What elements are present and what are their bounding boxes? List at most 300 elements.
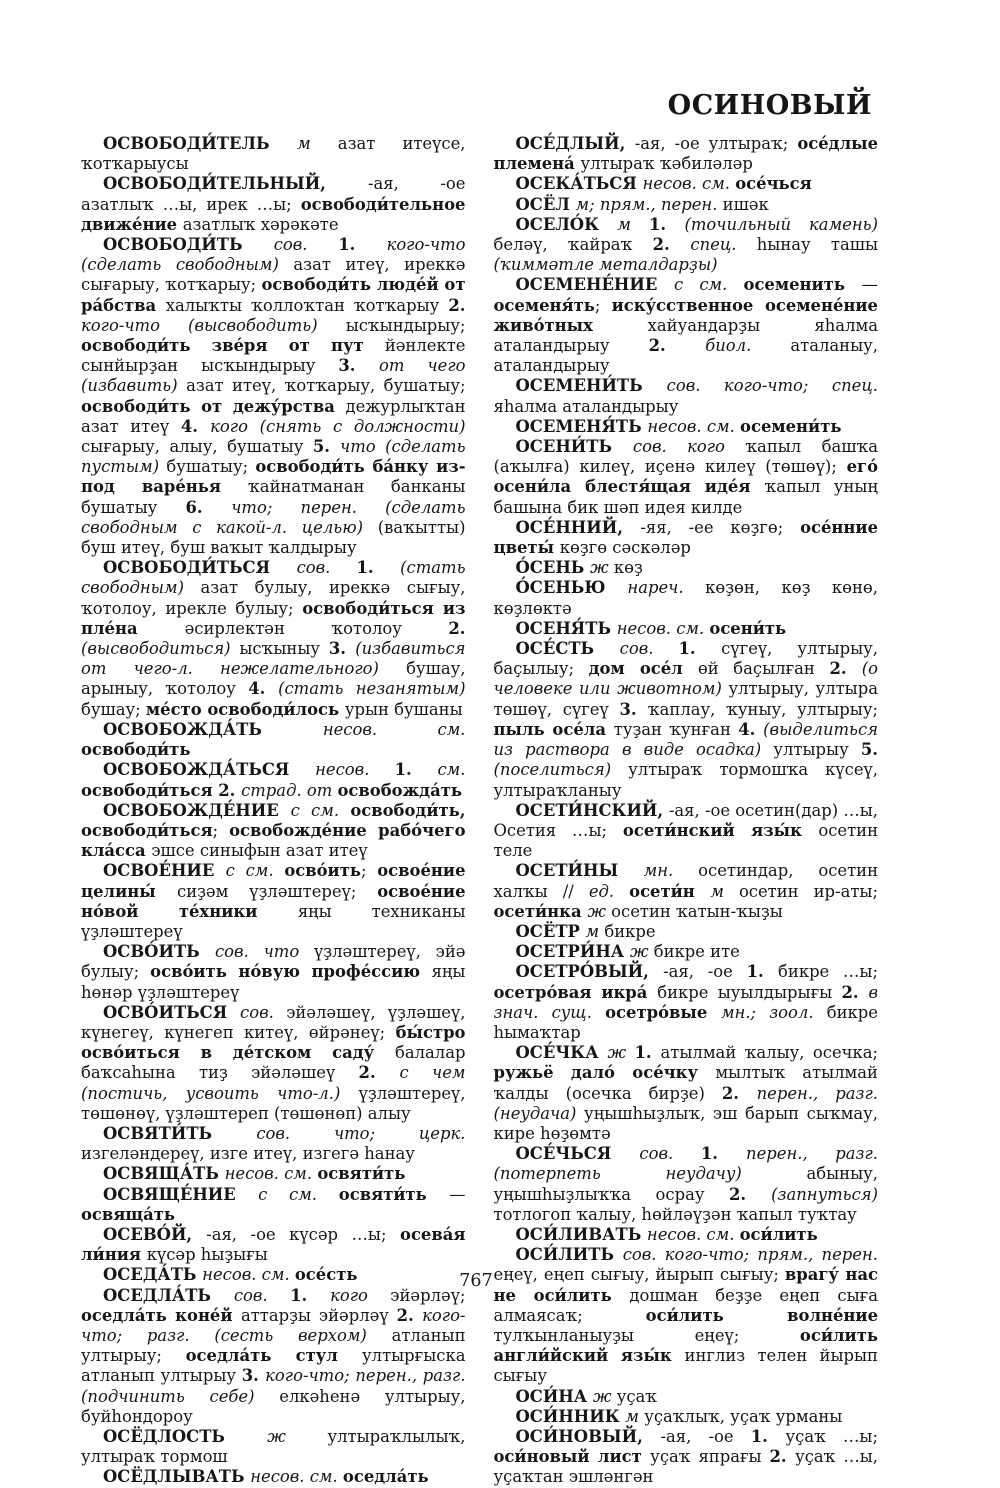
headword: ОСЕВО́Й,	[103, 1224, 207, 1244]
entry-text: освобожда́ть	[337, 780, 462, 800]
entry-text: аттарҙы эйәрләү	[240, 1305, 397, 1325]
headword: ОСЕТРИ́НА	[515, 942, 630, 962]
entry-text: бикре һымаҡтар	[493, 1002, 878, 1042]
dictionary-entry	[494, 1387, 879, 1407]
headword: ОСИ́НА	[515, 1386, 593, 1406]
entry-text: уңышһыҙлыҡ, эш барып сыҡмау, кире һөҙөмтә	[493, 1103, 879, 1143]
entry-text: осеменить	[743, 275, 862, 295]
entry-text: с чем (постичь, усвоить что-л.)	[81, 1063, 466, 1103]
entry-text: ;	[594, 295, 612, 315]
entry-text: несов. см.	[322, 719, 466, 739]
dictionary-entry	[81, 801, 466, 862]
entry-text: яңы техниканы үҙләштереү	[81, 901, 466, 941]
entry-text: осетро́вые	[605, 1002, 721, 1022]
entry-text: азатлыҡ хәрәкәте	[182, 214, 339, 234]
entry-text: оседла́ть стул	[185, 1346, 363, 1366]
entry-text: балалар баҡсаһына тиҙ эйәләшеү	[81, 1043, 466, 1083]
entry-text: 3.	[241, 1366, 266, 1386]
entry-text: осетин теле	[493, 820, 879, 861]
entry-text: кого	[330, 1285, 391, 1305]
entry-text: бушау;	[81, 699, 146, 719]
entry-text: туҙан ҡунған	[613, 719, 739, 739]
entry-text: кого-что (высвободить)	[81, 315, 346, 335]
dictionary-entry	[494, 195, 879, 215]
entry-text: 2.	[652, 235, 691, 255]
entry-text: эшсе синыфын азат итеү	[151, 841, 368, 861]
entry-text: сығарыу, алыу, бушатыу	[81, 437, 313, 457]
entry-text: ысҡындырыу;	[345, 315, 466, 335]
entry-text: хайуандарҙы яһалма аталандырыу	[493, 315, 879, 356]
headword: ОСЕТИ́НСКИЙ,	[515, 800, 669, 820]
entry-text: ҡаплау, ҡуныу, ултырыу;	[647, 699, 878, 719]
entry-text: пыль осе́ла	[493, 719, 614, 739]
dictionary-entry	[494, 1427, 879, 1488]
dictionary-entry	[81, 558, 466, 720]
entry-text: 2.	[358, 1063, 400, 1083]
entry-text: м; прям., перен.	[575, 194, 723, 214]
entry-text: 2.	[829, 659, 862, 679]
entry-text: кого-что; разг. (сесть верхом)	[81, 1305, 466, 1345]
entry-text: уҫаҡ	[616, 1386, 658, 1406]
headword: ОСВОБОЖДА́ТЬ	[103, 719, 323, 739]
entry-text: осети́нка	[493, 901, 588, 921]
headword: ОСЁЛ	[515, 194, 576, 214]
entry-text: -яя, -ее көҙгө;	[640, 517, 801, 537]
entry-text: оси́лить	[739, 1224, 818, 1244]
entry-text: бикре ыуылдырығы	[657, 982, 842, 1002]
entry-text: м	[585, 921, 605, 941]
entry-text: —	[861, 275, 878, 295]
entry-text: ултыраҡ ҡәбиләләр	[580, 154, 753, 174]
entry-text: изгеләндереү, изге итеү, изгегә һанау	[81, 1144, 415, 1164]
dictionary-entry	[81, 1124, 466, 1164]
entry-text: ишәк	[722, 194, 769, 214]
entry-text: азат итеүсе, ҡотҡарыусы	[81, 134, 466, 174]
entry-text: кого (снять с должности)	[210, 416, 466, 436]
entry-text: азат итеү, ҡотҡарыу, бушатыу;	[186, 376, 466, 396]
headword: ОСЕМЕНЯ́ТЬ	[515, 416, 648, 436]
entry-text: 1.	[648, 214, 685, 234]
entry-text: с см.	[290, 800, 351, 820]
dictionary-entry	[494, 639, 879, 801]
entry-text: дежурлыҡтан азат итеү	[81, 396, 466, 436]
entry-text: м	[625, 1406, 645, 1426]
entry-text: (ҡиммәтле металдарҙы)	[493, 255, 718, 275]
entry-text: көҙ	[613, 558, 643, 578]
entry-text: (выделиться из раствора в виде осадка)	[493, 719, 879, 760]
entry-text: мн.; зоол.	[720, 1002, 827, 1022]
entry-text: ж	[590, 558, 614, 578]
headword: ОСЕ́ДЛЫЙ,	[515, 134, 635, 153]
entry-text: 4.	[180, 416, 211, 436]
headword: ОСВЯТИ́ТЬ	[103, 1123, 257, 1143]
entry-text: освое́ние целины́	[81, 861, 466, 901]
headword: ОСВОБОДИ́ТЕЛЬНЫЙ,	[103, 174, 368, 194]
entry-text: освободи́ть от дежу́рства	[81, 396, 346, 416]
dictionary-entry	[81, 942, 466, 1003]
entry-text: ружьё дало́ осе́чку	[493, 1063, 716, 1083]
entry-text: бушатыу;	[166, 457, 256, 477]
entry-text: освободи́ть, освободи́ться	[81, 800, 466, 840]
entry-text: осе́чься	[735, 174, 812, 194]
entry-text: урын бушаны	[344, 699, 463, 719]
entry-text: (стать незанятым)	[278, 679, 466, 699]
entry-text: яһалма аталандырыу	[493, 396, 679, 416]
entry-text: тотлогоп ҡалыу, һөйләүҙән ҡапыл туҡтау	[493, 1204, 857, 1224]
headword: ОСЕЛО́К	[515, 214, 618, 234]
dictionary-entry	[81, 1225, 466, 1265]
entry-text: (стать свободным)	[81, 558, 466, 598]
entry-text: 1.	[290, 1285, 331, 1305]
entry-text: бикре	[604, 921, 656, 941]
dictionary-entry	[494, 922, 879, 942]
entry-text: көҙгө сәскәләр	[559, 538, 691, 558]
entry-text: несов. см.	[647, 416, 741, 436]
entry-text: уҫаҡ …ы, уҫаҡтан эшләнгән	[493, 1447, 878, 1487]
entry-text: осетин ир-аты;	[738, 881, 878, 901]
entry-text: осво́ить но́вую профе́ссию	[150, 962, 432, 982]
entry-text: осети́нский язы́к	[622, 820, 819, 840]
headword: ОСЕ́ЧКА	[515, 1043, 608, 1063]
entry-text: ;	[212, 820, 230, 840]
headword: ОСВОБОЖДА́ТЬСЯ	[103, 760, 316, 780]
entry-text: кого-что (сделать свободным)	[81, 235, 466, 275]
entry-text: ҡайнатманан банканы бушатыу	[81, 477, 466, 517]
headword: ОСЁДЛЫВАТЬ	[103, 1467, 251, 1487]
entry-text: атланып ултырыу;	[81, 1325, 466, 1366]
entry-text: от чего (избавить)	[81, 356, 466, 396]
entry-text: ултырғыска атланып ултырыу	[81, 1346, 466, 1386]
entry-text: м	[617, 214, 649, 234]
dictionary-entry	[494, 962, 879, 1043]
entry-text: осетиндар, осетин халҡы //	[493, 861, 879, 901]
entry-text: -ая, -ое	[660, 1427, 751, 1446]
entry-text: освободи́ть люде́й от ра́бства	[81, 275, 466, 315]
entry-text: 1.	[700, 1144, 747, 1164]
entry-text: несов. см.	[642, 174, 736, 194]
entry-text: абыныу, уңышһыҙлыҡҡа осрау	[493, 1164, 878, 1204]
entry-text: сов. кого	[632, 437, 746, 457]
entry-text: осво́ить	[284, 861, 361, 881]
entry-text: биол.	[705, 336, 791, 356]
dictionary-entry	[494, 558, 879, 578]
headword: ОСВО́ИТЬ	[103, 942, 215, 962]
entry-text: ме́сто освободи́лось	[145, 699, 345, 719]
headword: ОСВЯЩЕ́НИЕ	[103, 1184, 259, 1204]
headword: ОСЕМЕНЕ́НИЕ	[515, 275, 675, 295]
entry-text: —	[449, 1184, 466, 1204]
entry-text: сов. кого-что; спец.	[666, 376, 878, 396]
headword: ОСЕ́СТЬ	[515, 639, 620, 659]
headword: ОСЕ́ННИЙ,	[515, 517, 641, 537]
entry-text: халыҡты ҡоллоҡтан ҡотҡарыу	[165, 295, 449, 315]
entry-text: -ая, -ое азатлыҡ …ы, ирек …ы;	[81, 174, 466, 214]
dictionary-entry	[494, 1225, 879, 1245]
entry-text: в знач. сущ.	[493, 982, 878, 1022]
entry-text: ед.	[588, 881, 630, 901]
entry-text: сов. что	[214, 942, 315, 962]
entry-text: 4.	[248, 679, 279, 699]
headword: ОСЕНИ́ТЬ	[515, 437, 633, 457]
headword: ОСВОБОЖДЕ́НИЕ	[103, 800, 291, 820]
headword: ОСИ́ЛИТЬ	[515, 1245, 623, 1265]
entry-text: страд. от	[241, 780, 338, 800]
entry-text: ҡапыл уның башына бик шәп идея килде	[493, 477, 878, 517]
entry-text: сүгеү, ултырыу, баҫылыу;	[493, 639, 878, 679]
headword: ОСЕТИ́НЫ	[515, 861, 644, 881]
dictionary-entry	[494, 376, 879, 416]
entry-text: см.	[437, 760, 466, 780]
entry-text: освое́ние но́вой те́хники	[81, 881, 466, 921]
entry-text: -ая, -ое ултыраҡ;	[634, 134, 798, 153]
entry-text: 2.	[721, 1083, 757, 1103]
entry-text: еңеү, еңеп сығыу, йырып сығыу;	[493, 1265, 785, 1285]
entry-text: бушау, арыныу, ҡотолоу	[81, 659, 466, 699]
entry-text: 6.	[185, 497, 232, 517]
entry-text: 5.	[860, 740, 878, 760]
headword: ОСЕКА́ТЬСЯ	[515, 174, 643, 194]
entry-text: спец.	[690, 235, 757, 255]
entry-text: перен., разг. (неудача)	[493, 1083, 878, 1123]
dictionary-entry	[494, 417, 879, 437]
entry-text: дошман беҙҙе еңеп сыға алмаясаҡ;	[493, 1285, 878, 1325]
entry-text: с см.	[258, 1184, 339, 1204]
entry-text: его́ осени́ла блестя́щая иде́я	[493, 457, 878, 497]
entry-text: 1.	[356, 558, 401, 578]
entry-text: с см.	[225, 861, 285, 881]
headword: ОСЁТР	[515, 921, 586, 941]
entry-text: 1.	[678, 639, 722, 659]
entry-text: освободи́ть зве́ря от пут	[81, 336, 385, 356]
entry-text: (точильный камень)	[684, 214, 878, 234]
headword: ОСВОБОДИ́ТЬ	[103, 235, 274, 255]
entry-text: освободи́ться из пле́на	[81, 598, 466, 638]
running-head: ОСИНОВЫЙ	[667, 90, 872, 121]
entry-text: несов. см.	[202, 1265, 295, 1285]
entry-text: сов.	[639, 1144, 701, 1164]
dictionary-entry	[494, 1407, 879, 1427]
entry-text: 1.	[750, 1427, 786, 1446]
entry-text: 1.	[338, 235, 387, 255]
entry-text: осе́длые племена́	[493, 134, 878, 174]
entry-text: (поселиться)	[493, 760, 629, 780]
entry-text: көҙөн, көҙ көнө, көҙлөктә	[493, 578, 878, 618]
entry-text: оси́лить англи́йский язы́к	[493, 1325, 878, 1366]
entry-text: азат булыу, иреккә сығыу, ҡотолоу, ирекле булыу;	[81, 578, 466, 618]
dictionary-entry	[81, 1003, 466, 1124]
entry-text: мылтыҡ атылмай ҡалды (осечка бирҙе)	[493, 1063, 878, 1103]
entry-text: осени́ть	[709, 618, 787, 638]
entry-text: бикре …ы;	[778, 962, 878, 982]
entry-text: 4.	[738, 719, 764, 739]
entry-text: 2.	[841, 982, 869, 1002]
entry-text: (о человеке или животном)	[493, 659, 878, 699]
entry-text: эйәләшеү, үҙләшеү, күнегеү, күнегеп китеү, өйрәнеү;	[81, 1002, 466, 1042]
entry-text: освобожде́ние рабо́чего кла́сса	[81, 820, 466, 861]
headword: ОСЕТРО́ВЫЙ,	[515, 962, 664, 982]
entry-text: (высвободиться)	[81, 639, 240, 659]
dictionary-entry	[494, 1043, 879, 1144]
entry-text: 1.	[394, 760, 438, 780]
dictionary-entry	[81, 1265, 466, 1285]
entry-text: -ая, -ое осетин(дар) …ы, Осетия …ы;	[493, 800, 878, 840]
dictionary-entry	[81, 1467, 466, 1487]
dictionary-entry	[81, 1164, 466, 1184]
entry-text: сов.	[240, 1002, 287, 1022]
entry-text: һынау ташы	[756, 235, 879, 255]
dictionary-entry	[494, 942, 879, 962]
entry-text: 1.	[746, 962, 779, 982]
dictionary-entry	[494, 619, 879, 639]
entry-text: осе́сть	[294, 1265, 358, 1285]
dictionary-entry	[81, 861, 466, 942]
dictionary-entry	[81, 1427, 466, 1467]
headword: ОСЕМЕНИ́ТЬ	[515, 376, 667, 396]
entry-text: ж	[587, 901, 612, 921]
dictionary-entry	[494, 578, 879, 618]
entry-text: 3.	[328, 639, 356, 659]
headword: ОСИ́ННИК	[515, 1406, 626, 1426]
headword: ОСЁДЛОСТЬ	[103, 1427, 268, 1446]
entry-text: освободи́тельное движе́ние	[81, 194, 466, 234]
entry-text: эйәрләү;	[390, 1285, 466, 1305]
headword: ОСИ́ЛИВАТЬ	[515, 1224, 647, 1244]
dictionary-entry	[494, 1144, 879, 1225]
entry-text: атылмай ҡалыу, осечка;	[660, 1043, 879, 1063]
entry-text: оси́новый лист	[493, 1447, 651, 1467]
dictionary-entry	[81, 1286, 466, 1427]
dictionary-entry	[494, 437, 879, 518]
dictionary-entry	[81, 235, 466, 558]
entry-text: освяти́ть	[338, 1184, 450, 1204]
entry-text: уҫаҡ япрағы	[650, 1447, 770, 1467]
entry-text: 2.	[769, 1447, 796, 1467]
entry-text: 5.	[312, 437, 341, 457]
entry-text: -ая, -ое	[663, 962, 747, 982]
entry-text: 2.	[396, 1305, 423, 1325]
entry-text: осетин ҡатын-ҡыҙы	[611, 901, 783, 921]
dictionary-entry	[494, 215, 879, 276]
entry-text: ;	[360, 861, 378, 881]
entry-text: 1.	[634, 1043, 661, 1063]
entry-text: что (сделать пустым)	[81, 437, 466, 477]
entry-text: оси́лить волне́ние	[645, 1305, 879, 1325]
headword: ОСВОБОДИ́ТЕЛЬ	[103, 134, 298, 153]
entry-text: үҙләштереү, эйә булыу;	[81, 942, 466, 982]
entry-text: иску́сственное осемене́ние живо́тных	[493, 295, 878, 335]
entry-text: м	[710, 881, 739, 901]
dictionary-entry	[81, 760, 466, 800]
entry-text: что; перен. (сделать свободным с какой-л. целью)	[81, 497, 466, 537]
entry-text: 3.	[619, 699, 648, 719]
entry-text: 2.	[648, 336, 706, 356]
entry-text: ҡапыл башҡа (аҡылға) килеү, иҫенә килеү (төшөү);	[493, 437, 879, 477]
entry-text: с см.	[674, 275, 744, 295]
headword: ОСВОБОДИ́ТЬСЯ	[103, 558, 297, 578]
entry-text: осе́нние цветы́	[493, 517, 878, 558]
entry-text: несов. см.	[616, 618, 710, 638]
entry-text: несов. см.	[646, 1224, 740, 1244]
entry-text: кого-что; перен., разг. (подчинить себе)	[81, 1366, 466, 1406]
entry-text: ысҡыныу	[239, 639, 329, 659]
entry-text: несов. см.	[250, 1467, 343, 1487]
entry-text: өй баҫылған	[697, 659, 830, 679]
entry-text: оседла́ть	[342, 1467, 429, 1487]
dictionary-entry	[494, 1245, 879, 1386]
dictionary-entry	[81, 174, 466, 235]
entry-text: освободи́ть	[81, 740, 191, 760]
entry-text: яңы һөнәр үҙләштереү	[81, 962, 466, 1002]
entry-text: осетро́вая икра́	[493, 982, 658, 1002]
entry-text: ж	[629, 942, 654, 962]
headword: ОСВОЕ́НИЕ	[103, 861, 226, 881]
left-column	[81, 134, 466, 1488]
entry-text: 3.	[338, 356, 380, 376]
dictionary-entry	[494, 861, 879, 922]
headword: О́СЕНЬЮ	[515, 578, 628, 598]
entry-text: 2.	[729, 1184, 772, 1204]
entry-text: сов.	[273, 235, 339, 255]
entry-text: осети́н	[629, 881, 711, 901]
headword: ОСВЯЩА́ТЬ	[103, 1164, 225, 1184]
entry-text: ултыраҡлылыҡ, ултыраҡ тормош	[81, 1427, 466, 1467]
entry-text: ж	[607, 1043, 635, 1063]
entry-text: (запнуться)	[771, 1184, 878, 1204]
entry-text: тулҡынланыуҙы еңеү;	[493, 1325, 800, 1345]
entry-text: уҫаҡлыҡ, уҫаҡ урманы	[644, 1406, 843, 1426]
entry-text: азат итеү, иреккә сығарыу, ҡотҡарыу;	[81, 255, 466, 295]
entry-text: бы́стро осво́иться в де́тском саду́	[81, 1022, 466, 1063]
entry-text: күсәр һыҙығы	[146, 1245, 268, 1265]
entry-text: освободи́ться 2.	[81, 780, 242, 800]
entry-text: ултырыу	[773, 740, 861, 760]
entry-text: сов.	[296, 558, 357, 578]
dictionary-entry	[81, 720, 466, 760]
entry-text: беләү, ҡайраҡ	[493, 235, 653, 255]
entry-text: дом осе́л	[588, 659, 698, 679]
entry-text: освяти́ть	[317, 1164, 406, 1184]
entry-text: ж	[267, 1427, 328, 1446]
entry-text: (избавиться от чего-л. нежелательного)	[81, 639, 466, 679]
entry-text: сов. что; церк.	[256, 1123, 466, 1143]
dictionary-entry	[494, 134, 879, 174]
dictionary-entry	[494, 518, 879, 558]
entry-text: нареч.	[627, 578, 706, 598]
entry-text: освободи́ть ба́нку из-под варе́нья	[81, 457, 466, 497]
entry-text: йәнлекте сынйырҙан ысҡындырыу	[81, 336, 466, 376]
dictionary-entry	[494, 801, 879, 862]
entry-text: сов. кого-что; прям., перен.	[622, 1245, 878, 1265]
entry-text: аталаныу, аталандырыу	[493, 336, 878, 376]
entry-text: әсирлектән ҡотолоу	[184, 618, 449, 638]
entry-text: 2.	[448, 295, 466, 315]
entry-text: мн.	[643, 861, 699, 881]
entry-text: (ваҡытты) буш итеү, буш ваҡыт ҡалдырыу	[81, 517, 466, 558]
dictionary-entry	[81, 1185, 466, 1225]
headword: ОСЕДЛА́ТЬ	[103, 1285, 234, 1305]
entry-text: сов.	[619, 639, 679, 659]
entry-text: үҙләштереү, төшөнөү, үҙләштереп (төшөнөп) алыу	[81, 1083, 466, 1123]
entry-text: несов. см.	[224, 1164, 318, 1184]
headword: ОСЕДА́ТЬ	[103, 1265, 203, 1285]
page-number: 767	[459, 1271, 493, 1291]
entry-text: перен., разг. (потерпеть неудачу)	[493, 1144, 878, 1184]
entry-text: м	[297, 134, 338, 153]
entry-text: уҫаҡ …ы;	[785, 1427, 878, 1446]
entry-text: врагу́ нас не оси́лить	[493, 1265, 878, 1305]
entry-text: освяща́ть	[81, 1204, 176, 1224]
headword: ОСВО́ИТЬСЯ	[103, 1002, 241, 1022]
